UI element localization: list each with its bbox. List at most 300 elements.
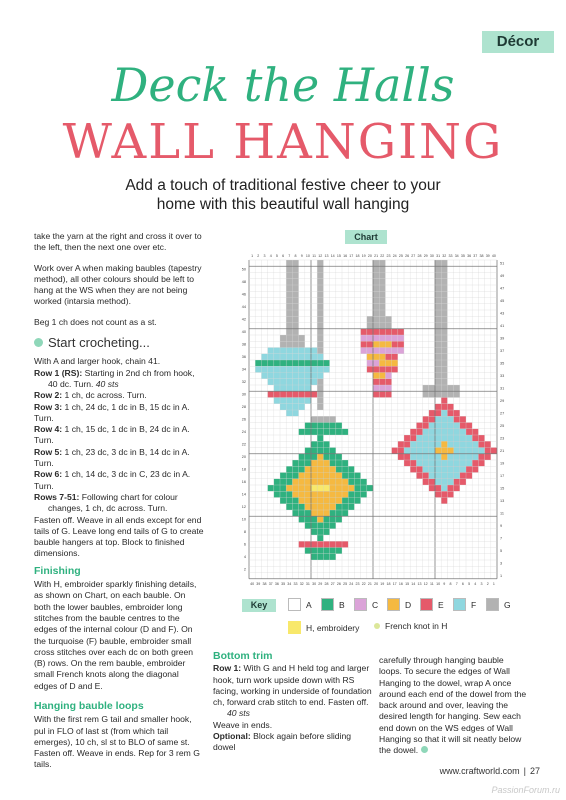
stitch-cell (373, 391, 379, 397)
stitch-cell (286, 341, 292, 347)
row-number-left: 22 (241, 442, 246, 447)
stitch-cell (323, 429, 329, 435)
stitch-cell (429, 466, 435, 472)
stitch-cell (274, 485, 280, 491)
stitch-cell (292, 285, 298, 291)
stitch-cell (330, 516, 336, 522)
row-number-right: 29 (500, 398, 505, 403)
column-number-bottom: 17 (392, 581, 397, 586)
stitch-cell (454, 410, 460, 416)
stitch-cell (435, 435, 441, 441)
stitch-cell (435, 341, 441, 347)
column-number-bottom: 14 (411, 581, 416, 586)
row-number-right: 43 (500, 311, 505, 316)
stitch-cell (460, 441, 466, 447)
stitch-cell (441, 441, 447, 447)
stitch-cell (361, 479, 367, 485)
row-number-right: 33 (500, 373, 505, 378)
stitch-cell (435, 304, 441, 310)
stitch-cell (330, 423, 336, 429)
row-number-left: 18 (241, 467, 246, 472)
stitch-cell (379, 323, 385, 329)
swatch-d (387, 598, 400, 611)
stitch-cell (435, 316, 441, 322)
stitch-cell (292, 379, 298, 385)
stitch-cell (336, 491, 342, 497)
stitch-cell (292, 329, 298, 335)
stitch-cell (317, 260, 323, 266)
stitch-cell (317, 466, 323, 472)
stitch-cell (454, 454, 460, 460)
stitch-cell (317, 298, 323, 304)
stitch-cell (435, 429, 441, 435)
stitch-cell (317, 460, 323, 466)
stitch-cell (441, 404, 447, 410)
stitch-cell (323, 554, 329, 560)
key-item-b: B (321, 598, 345, 611)
column-number-bottom: 40 (250, 581, 255, 586)
stitch-cell (392, 335, 398, 341)
stitch-cell (286, 348, 292, 354)
stitch-cell (373, 304, 379, 310)
stitch-cell (447, 479, 453, 485)
stitch-cell (460, 460, 466, 466)
stitch-cell (361, 335, 367, 341)
column-number-bottom: 11 (430, 581, 434, 586)
stitch-cell (336, 541, 342, 547)
column-number-bottom: 19 (380, 581, 385, 586)
stitch-cell (385, 366, 391, 372)
stitch-cell (441, 485, 447, 491)
swatch-h (288, 621, 301, 634)
stitch-cell (398, 441, 404, 447)
stitch-cell (435, 404, 441, 410)
stitch-cell (261, 354, 267, 360)
stitch-cell (466, 423, 472, 429)
stitch-cell (330, 466, 336, 472)
stitch-cell (299, 491, 305, 497)
stitch-cell (491, 448, 497, 454)
stitch-cell (354, 473, 360, 479)
row-number-left: 44 (241, 305, 246, 310)
stitch-cell (342, 473, 348, 479)
stitch-cell (311, 391, 317, 397)
stitch-cell (280, 341, 286, 347)
stitch-cell (299, 460, 305, 466)
stitch-cell (435, 335, 441, 341)
stitch-cell (274, 348, 280, 354)
stitch-cell (441, 260, 447, 266)
column-number-top: 28 (417, 254, 422, 258)
stitch-cell (435, 491, 441, 497)
stitch-cell (392, 360, 398, 366)
stitch-cell (472, 429, 478, 435)
stitch-cell (280, 348, 286, 354)
stitch-cell (330, 548, 336, 554)
column-number-bottom: 39 (256, 581, 261, 586)
stitch-cell (274, 398, 280, 404)
stitch-cell (330, 416, 336, 422)
stitch-cell (330, 491, 336, 497)
stitch-cell (305, 448, 311, 454)
stitch-cell (336, 504, 342, 510)
stitch-cell (342, 510, 348, 516)
subtitle: Add a touch of traditional festive cheer to your home with this beautiful wall hanging (125, 177, 441, 213)
stitch-cell (305, 548, 311, 554)
stitch-cell (435, 273, 441, 279)
stitch-cell (317, 398, 323, 404)
row-number-left: 20 (241, 455, 246, 460)
loops-text: With the first rem G tail and smaller hook, pul in FLO of last st (from which tail emerges), 10 ch, sl st to BLO of same st. Fasten off. Weave in ends. Rep for 3 rem G tails. (34, 714, 200, 770)
column-number-top: 5 (275, 254, 278, 258)
stitch-cell (342, 485, 348, 491)
row-number-right: 15 (500, 486, 505, 491)
stitch-cell (367, 323, 373, 329)
stitch-cell (299, 379, 305, 385)
stitch-cell (311, 429, 317, 435)
row-number-left: 34 (241, 367, 246, 372)
stitch-cell (305, 454, 311, 460)
stitch-cell (454, 385, 460, 391)
column-number-top: 30 (429, 254, 434, 258)
stitch-cell (435, 310, 441, 316)
stitch-cell (441, 279, 447, 285)
stitch-cell (447, 435, 453, 441)
stitch-cell (478, 441, 484, 447)
stitch-cell (323, 491, 329, 497)
stitch-cell (305, 504, 311, 510)
column-number-top: 26 (405, 254, 410, 258)
stitch-cell (317, 416, 323, 422)
key-title: Key (242, 599, 276, 612)
stitch-cell (280, 391, 286, 397)
stitch-cell (286, 354, 292, 360)
stitch-cell (435, 385, 441, 391)
stitch-cell (435, 366, 441, 372)
stitch-cell (323, 423, 329, 429)
stitch-cell (317, 435, 323, 441)
column-number-top: 15 (336, 254, 341, 258)
column-number-top: 11 (312, 254, 316, 258)
stitch-cell (441, 366, 447, 372)
stitch-cell (274, 385, 280, 391)
key-embroidery: H, embroidery (288, 621, 359, 634)
stitch-cell (305, 373, 311, 379)
stitch-cell (423, 441, 429, 447)
stitch-cell (435, 279, 441, 285)
row-number-left: 30 (241, 392, 246, 397)
row-number-left: 38 (241, 342, 246, 347)
stitch-cell (317, 373, 323, 379)
stitch-cell (286, 304, 292, 310)
column-number-bottom: 8 (449, 581, 452, 586)
column-number-top: 35 (460, 254, 465, 258)
column-number-bottom: 37 (268, 581, 273, 586)
stitch-cell (404, 448, 410, 454)
stitch-cell (292, 279, 298, 285)
stitch-cell (379, 385, 385, 391)
stitch-cell (472, 466, 478, 472)
stitch-cell (299, 504, 305, 510)
stitch-cell (435, 266, 441, 272)
stitch-cell (292, 304, 298, 310)
stitch-cell (323, 454, 329, 460)
column-number-top: 29 (423, 254, 428, 258)
row-number-right: 21 (500, 448, 505, 453)
stitch-cell (305, 523, 311, 529)
stitch-cell (379, 341, 385, 347)
stitch-cell (385, 341, 391, 347)
stitch-cell (292, 485, 298, 491)
stitch-cell (292, 291, 298, 297)
stitch-cell (441, 379, 447, 385)
pattern-rows (34, 356, 204, 559)
stitch-cell (379, 260, 385, 266)
stitch-cell (460, 429, 466, 435)
stitch-cell (330, 504, 336, 510)
stitch-cell (286, 291, 292, 297)
row-number-left: 48 (241, 280, 246, 285)
column-number-bottom: 2 (486, 581, 489, 586)
stitch-cell (416, 441, 422, 447)
swatch-b (321, 598, 334, 611)
stitch-cell (441, 323, 447, 329)
column-number-top: 6 (282, 254, 285, 258)
stitch-cell (410, 454, 416, 460)
column-number-top: 7 (288, 254, 291, 258)
pattern-row-3: Row 3: 1 ch, 24 dc, 1 dc in B, 15 dc in A. Turn. (34, 401, 190, 423)
column-number-top: 9 (300, 254, 303, 258)
stitch-cell (435, 391, 441, 397)
stitch-cell (354, 498, 360, 504)
stitch-cell (280, 385, 286, 391)
stitch-cell (299, 366, 305, 372)
stitch-cell (311, 460, 317, 466)
stitch-cell (435, 473, 441, 479)
stitch-cell (330, 460, 336, 466)
column-number-top: 25 (398, 254, 403, 258)
stitch-cell (478, 460, 484, 466)
stitch-cell (280, 354, 286, 360)
stitch-cell (373, 310, 379, 316)
pattern-rows-7-51-cont: changes, 1 ch, dc across. Turn. (48, 503, 168, 514)
stitch-cell (429, 448, 435, 454)
row-number-left: 36 (241, 355, 246, 360)
stitch-cell (317, 348, 323, 354)
stitch-cell (317, 429, 323, 435)
row-number-right: 37 (500, 348, 505, 353)
stitch-cell (317, 279, 323, 285)
stitch-cell (373, 260, 379, 266)
stitch-cell (317, 441, 323, 447)
column-number-bottom: 13 (417, 581, 422, 586)
stitch-cell (317, 329, 323, 335)
stitch-cell (367, 316, 373, 322)
stitch-cell (466, 429, 472, 435)
stitch-cell (299, 541, 305, 547)
stitch-cell (447, 491, 453, 497)
stitch-cell (286, 379, 292, 385)
stitch-cell (336, 510, 342, 516)
stitch-cell (454, 416, 460, 422)
weave-text: Weave in ends. (213, 719, 273, 730)
row-number-right: 7 (500, 536, 503, 541)
stitch-cell (373, 379, 379, 385)
stitch-cell (342, 479, 348, 485)
stitch-cell (280, 373, 286, 379)
column-number-bottom: 9 (443, 581, 446, 586)
stitch-cell (367, 348, 373, 354)
stitch-cell (441, 448, 447, 454)
stitch-cell (435, 285, 441, 291)
stitch-cell (286, 323, 292, 329)
stitch-cell (317, 391, 323, 397)
stitch-cell (441, 385, 447, 391)
column-number-bottom: 6 (461, 581, 464, 586)
stitch-cell (305, 473, 311, 479)
stitch-cell (311, 454, 317, 460)
stitch-cell (379, 304, 385, 310)
column-number-bottom: 38 (262, 581, 267, 586)
stitch-cell (460, 454, 466, 460)
stitch-cell (330, 448, 336, 454)
stitch-cell (305, 385, 311, 391)
column-number-top: 18 (355, 254, 360, 258)
pattern-rows-7-51: Rows 7-51: Following chart for colour (34, 491, 178, 502)
stitch-cell (305, 460, 311, 466)
stitch-cell (354, 491, 360, 497)
stitch-cell (373, 373, 379, 379)
stitch-cell (435, 323, 441, 329)
stitch-cell (268, 366, 274, 372)
stitch-cell (460, 435, 466, 441)
stitch-cell (323, 416, 329, 422)
stitch-cell (385, 348, 391, 354)
stitch-cell (342, 429, 348, 435)
stitch-cell (373, 285, 379, 291)
stitch-cell (305, 466, 311, 472)
stitch-cell (323, 360, 329, 366)
column-number-bottom: 28 (324, 581, 329, 586)
stitch-cell (348, 473, 354, 479)
swatch-a (288, 598, 301, 611)
start-line: With A and larger hook, chain 41. (34, 356, 161, 367)
stitch-cell (385, 379, 391, 385)
stitch-cell (447, 441, 453, 447)
stitch-cell (336, 485, 342, 491)
stitch-cell (342, 541, 348, 547)
stitch-cell (423, 473, 429, 479)
stitch-cell (423, 429, 429, 435)
stitch-cell (336, 473, 342, 479)
stitch-cell (311, 416, 317, 422)
stitch-cell (336, 460, 342, 466)
stitch-cell (317, 473, 323, 479)
stitch-cell (274, 354, 280, 360)
stitch-cell (373, 354, 379, 360)
stitch-cell (292, 373, 298, 379)
stitch-cell (311, 448, 317, 454)
stitch-cell (441, 266, 447, 272)
stitch-cell (361, 329, 367, 335)
row-number-right: 11 (500, 511, 504, 516)
stitch-cell (292, 354, 298, 360)
column-number-top: 4 (269, 254, 272, 258)
stitch-cell (472, 454, 478, 460)
stitch-cell (435, 410, 441, 416)
stitch-cell (379, 298, 385, 304)
column-number-top: 2 (257, 254, 260, 258)
column-number-top: 32 (442, 254, 447, 258)
stitch-cell (392, 354, 398, 360)
stitch-cell (429, 485, 435, 491)
stitch-cell (292, 341, 298, 347)
chart-grid (232, 246, 514, 594)
stitch-cell (292, 335, 298, 341)
stitch-cell (311, 541, 317, 547)
stitch-cell (435, 441, 441, 447)
row-number-left: 2 (243, 567, 246, 572)
stitch-cell (404, 460, 410, 466)
stitch-cell (286, 466, 292, 472)
key-item-e: E (420, 598, 444, 611)
stitch-cell (311, 360, 317, 366)
stitch-cell (416, 435, 422, 441)
stitch-cell (379, 310, 385, 316)
stitch-cell (410, 435, 416, 441)
stitch-cell (398, 341, 404, 347)
stitch-cell (311, 373, 317, 379)
stitch-cell (348, 491, 354, 497)
column-number-bottom: 29 (318, 581, 323, 586)
stitch-cell (268, 391, 274, 397)
stitch-cell (379, 366, 385, 372)
stitch-cell (286, 404, 292, 410)
stitch-cell (280, 360, 286, 366)
stitch-cell (392, 329, 398, 335)
stitch-cell (416, 423, 422, 429)
stitch-cell (441, 410, 447, 416)
stitch-cell (354, 479, 360, 485)
stitch-cell (292, 410, 298, 416)
stitch-cell (286, 485, 292, 491)
stitch-cell (379, 354, 385, 360)
stitch-cell (373, 360, 379, 366)
column-number-bottom: 22 (361, 581, 366, 586)
stitch-cell (299, 473, 305, 479)
chart (232, 246, 514, 594)
stitch-cell (323, 529, 329, 535)
stitch-cell (292, 504, 298, 510)
bottom-trim-sts: 40 sts (227, 708, 250, 719)
stitch-cell (299, 354, 305, 360)
stitch-cell (423, 435, 429, 441)
stitch-cell (317, 485, 323, 491)
stitch-cell (317, 310, 323, 316)
stitch-cell (392, 341, 398, 347)
stitch-cell (292, 398, 298, 404)
stitch-cell (299, 398, 305, 404)
column-number-bottom: 10 (436, 581, 441, 586)
stitch-cell (429, 460, 435, 466)
stitch-cell (317, 498, 323, 504)
stitch-cell (268, 354, 274, 360)
intro-paragraph-2: Work over A when making baubles (tapestry method), all other colours should be left to hang at the WS when they are not being worked (intarsia method). (34, 262, 202, 307)
stitch-cell (485, 441, 491, 447)
key-item-g: G (486, 598, 511, 611)
stitch-cell (299, 404, 305, 410)
stitch-cell (416, 429, 422, 435)
